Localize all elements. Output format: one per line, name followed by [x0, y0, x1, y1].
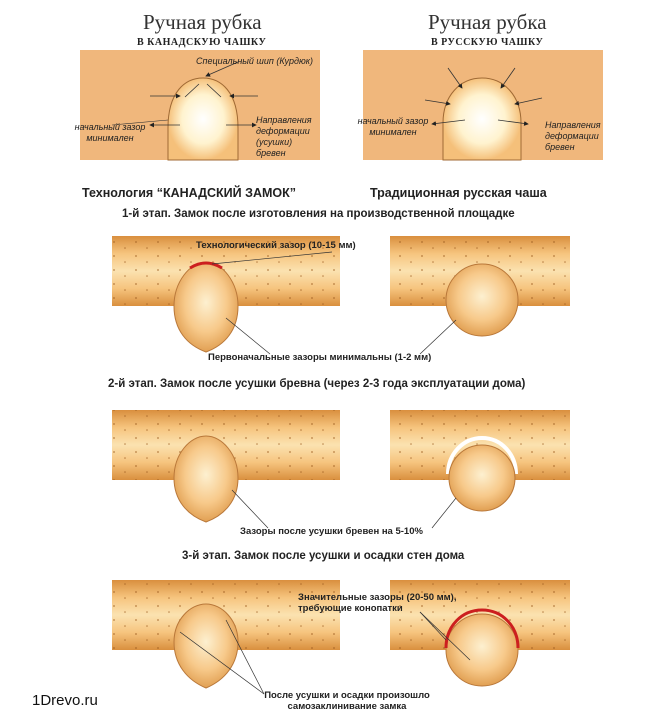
brand-watermark: 1Drevo.ru	[32, 692, 98, 709]
log-end	[449, 445, 515, 511]
cup-canadian	[168, 78, 238, 160]
stage1-title: 1-й этап. Замок после изготовления на производственной площадке	[122, 208, 515, 220]
log-end	[174, 604, 238, 688]
heading-canadian: Технология “КАНАДСКИЙ ЗАМОК”	[82, 186, 296, 200]
label-direction-right: Направления деформации бревен	[545, 120, 601, 152]
stage3-note-bottom: После усушки и осадки произошло самозаклинивание замка	[264, 690, 430, 712]
stage3-title: 3-й этап. Замок после усушки и осадки стен дома	[182, 550, 465, 562]
stage2-note-bottom: Зазоры после усушки бревен на 5-10%	[240, 526, 423, 537]
stage2-russian-joint	[390, 410, 570, 511]
stage1-canadian-joint	[112, 236, 340, 352]
stage1-russian-joint	[390, 236, 570, 336]
right-title: Ручная рубка	[428, 10, 547, 34]
left-title: Ручная рубка	[143, 10, 262, 34]
label-direction-left: Направления деформации (усушки) бревен	[256, 115, 312, 158]
log-end	[174, 262, 238, 352]
stage3-note-top: Значительные зазоры (20-50 мм), требующие конопатки	[298, 592, 457, 614]
right-subtitle: В РУССКУЮ ЧАШКУ	[431, 37, 544, 48]
label-gap-right: начальный зазор минимален	[357, 116, 429, 137]
stage1-note-top: Технологический зазор (10-15 мм)	[196, 240, 356, 251]
left-subtitle: В КАНАДСКУЮ ЧАШКУ	[137, 37, 267, 48]
log-end	[446, 264, 518, 336]
cup-russian	[443, 78, 521, 160]
stage1-note-bottom: Первоначальные зазоры минимальны (1-2 мм)	[208, 352, 432, 363]
label-spike: Специальный шип (Курдюк)	[196, 56, 314, 66]
log-end	[174, 436, 238, 522]
log-end	[446, 614, 518, 686]
label-gap-left: начальный зазор минимален	[74, 122, 146, 143]
heading-russian: Традиционная русская чаша	[370, 186, 547, 200]
stage2-canadian-joint	[112, 410, 340, 522]
stage2-title: 2-й этап. Замок после усушки бревна (через 2-3 года эксплуатации дома)	[108, 378, 526, 390]
